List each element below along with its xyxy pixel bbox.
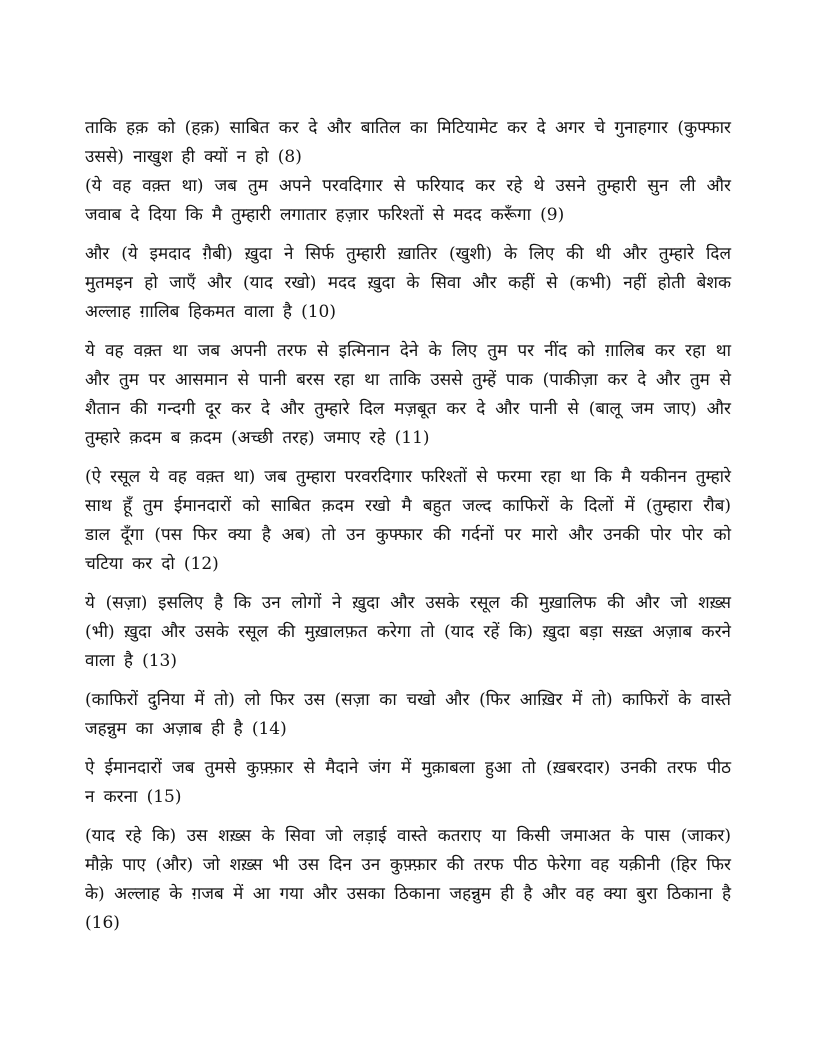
- verse-paragraph-14: (काफिरों दुनिया में तो) लो फिर उस (सज़ा का चखो और (फिर आख़िर में तो) काफिरों के वास्ते जहन्नुम का अज़ाब ही है (14): [85, 690, 731, 739]
- verse-paragraph-16: (याद रहे कि) उस शख़्स के सिवा जो लड़ाई वास्ते कतराए या किसी जमाअत के पास (जाकर) मौक़े पाए (और) जो शख़्स भी उस दिन उन कुफ़्फ़ार की तरफ पीठ फेरेगा वह यक़ीनी (हिर फिर के) अल्लाह के ग़जब में आ गया और उसका ठिकाना जहन्नुम ही है और वह क्या बुरा ठिकाना है (16): [85, 826, 731, 933]
- verse-paragraph-12: (ऐ रसूल ये वह वक़्त था) जब तुम्हारा परवरदिगार फरिश्तों से फरमा रहा था कि मै यकीनन तुम्हारे साथ हूँ तुम ईमानदारों को साबित क़दम रखो मै बहुत जल्द काफिरों के दिलों में (तुम्हारा रौब) डाल दूँगा (पस फिर क्या है अब) तो उन कुफ्फार की गर्दनों पर मारो और उनकी पोर पोर को चटिया कर दो (12): [85, 467, 731, 574]
- verse-paragraph-13: ये (सज़ा) इसलिए है कि उन लोगों ने ख़ुदा और उसके रसूल की मुख़ालिफ की और जो शख़्स (भी) ख़ुदा और उसके रसूल की मुख़ालफ़त करेगा तो (याद रहें कि) ख़ुदा बड़ा सख़्त अज़ाब करने वाला है (13): [85, 593, 731, 671]
- verse-paragraph-8: ताकि हक़ को (हक़) साबित कर दे और बातिल का मिटियामेट कर दे अगर चे गुनाहगार (कुफ्फार उससे) नाखुश ही क्यों न हो (8): [85, 118, 731, 167]
- verse-paragraph-15: ऐ ईमानदारों जब तुमसे कुफ़्फ़ार से मैदाने जंग में मुक़ाबला हुआ तो (ख़बरदार) उनकी तरफ पीठ न करना (15): [85, 758, 731, 807]
- verse-paragraph-9: (ये वह वक़्त था) जब तुम अपने परवदिगार से फरियाद कर रहे थे उसने तुम्हारी सुन ली और जवाब दे दिया कि मै तुम्हारी लगातार हज़ार फरिश्तों से मदद करूँगा (9): [85, 176, 731, 225]
- verse-paragraph-10: और (ये इमदाद ग़ैबी) ख़ुदा ने सिर्फ तुम्हारी ख़ातिर (खुशी) के लिए की थी और तुम्हारे दिल मुतमइन हो जाएँ और (याद रखो) मदद ख़ुदा के सिवा और कहीं से (कभी) नहीं होती बेशक अल्लाह ग़ालिब हिकमत वाला है (10): [85, 244, 731, 322]
- verse-paragraph-11: ये वह वक़्त था जब अपनी तरफ से इत्मिनान देने के लिए तुम पर नींद को ग़ालिब कर रहा था और तुम पर आसमान से पानी बरस रहा था ताकि उससे तुम्हें पाक (पाकीज़ा कर दे और तुम से शैतान की गन्दगी दूर कर दे और तुम्हारे दिल मज़बूत कर दे और पानी से (बालू जम जाए) और तुम्हारे क़दम ब क़दम (अच्छी तरह) जमाए रहे (11): [85, 341, 731, 448]
